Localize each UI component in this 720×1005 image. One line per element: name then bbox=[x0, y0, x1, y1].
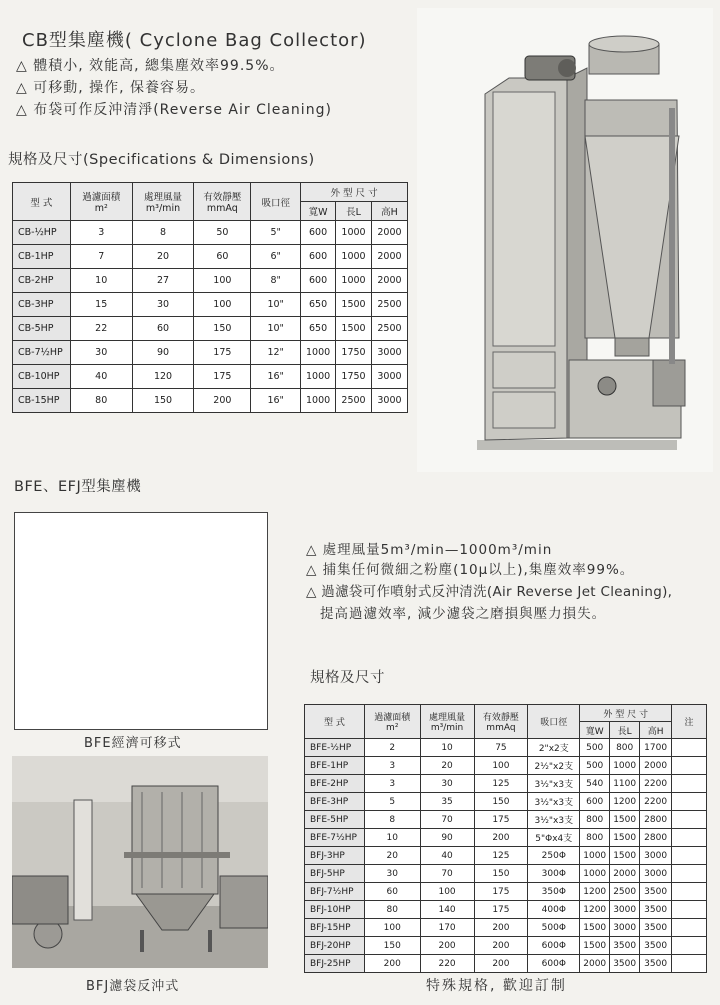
table-cell: 650 bbox=[301, 317, 336, 341]
table-cell: 2000 bbox=[580, 955, 610, 973]
cb-title: CB型集塵機( Cyclone Bag Collector) bbox=[22, 30, 367, 51]
table-cell: 150 bbox=[194, 317, 251, 341]
table-cell: 600 bbox=[301, 245, 336, 269]
table-cell: 100 bbox=[364, 919, 420, 937]
table-row bbox=[305, 919, 707, 937]
table-row bbox=[13, 245, 408, 269]
table-cell: 3500 bbox=[610, 937, 640, 955]
table-cell: 15 bbox=[70, 293, 132, 317]
table-cell: 150 bbox=[474, 865, 528, 883]
col-inlet: 吸口徑 bbox=[251, 183, 301, 221]
bfe-title: BFE、EFJ型集塵機 bbox=[14, 479, 142, 495]
table-cell: 125 bbox=[474, 847, 528, 865]
table-cell: 16" bbox=[251, 365, 301, 389]
table-cell: BFJ-15HP bbox=[305, 919, 365, 937]
table-cell: 40 bbox=[420, 847, 474, 865]
table-cell: 3000 bbox=[371, 365, 407, 389]
table-cell: 1200 bbox=[580, 901, 610, 919]
table-cell: 3000 bbox=[610, 919, 640, 937]
table-cell: 10 bbox=[70, 269, 132, 293]
table-cell: 60 bbox=[132, 317, 194, 341]
table-cell: 2800 bbox=[640, 829, 672, 847]
table-cell: 250Φ bbox=[528, 847, 580, 865]
table-cell: 1500 bbox=[336, 317, 372, 341]
table-cell: 3½"x3支 bbox=[528, 775, 580, 793]
table-cell: 20 bbox=[364, 847, 420, 865]
table-cell: 150 bbox=[364, 937, 420, 955]
note-cell bbox=[672, 865, 707, 883]
table-cell: 5 bbox=[364, 793, 420, 811]
note-cell bbox=[672, 955, 707, 973]
table-cell: CB-2HP bbox=[13, 269, 71, 293]
note-cell bbox=[672, 829, 707, 847]
table-cell: 2000 bbox=[371, 221, 407, 245]
col-filter-area: 過濾面積 m² bbox=[70, 183, 132, 221]
table-cell: 175 bbox=[194, 341, 251, 365]
table-cell: 1000 bbox=[580, 847, 610, 865]
note-cell bbox=[672, 757, 707, 775]
table-cell: 3000 bbox=[640, 847, 672, 865]
table-cell: CB-½HP bbox=[13, 221, 71, 245]
table-cell: 2000 bbox=[640, 757, 672, 775]
table-cell: BFJ-20HP bbox=[305, 937, 365, 955]
bfe-bullet-4: 提高過濾效率, 減少濾袋之磨損與壓力損失。 bbox=[320, 606, 607, 622]
note-cell bbox=[672, 793, 707, 811]
table-cell: 3½"x3支 bbox=[528, 811, 580, 829]
table-cell: 3 bbox=[364, 757, 420, 775]
table-cell: 150 bbox=[474, 793, 528, 811]
cb-collector-photo bbox=[417, 8, 713, 472]
note-cell bbox=[672, 847, 707, 865]
table-cell: 500 bbox=[580, 739, 610, 757]
col-height: 高H bbox=[371, 202, 407, 221]
table-row bbox=[13, 317, 408, 341]
table-cell: 35 bbox=[420, 793, 474, 811]
table-cell: 1000 bbox=[336, 221, 372, 245]
table-cell: 175 bbox=[474, 901, 528, 919]
table-row bbox=[305, 829, 707, 847]
table-cell: BFJ-25HP bbox=[305, 955, 365, 973]
table-cell: 70 bbox=[420, 811, 474, 829]
table-cell: 125 bbox=[474, 775, 528, 793]
table-cell: 650 bbox=[301, 293, 336, 317]
table-row bbox=[305, 847, 707, 865]
table-cell: 2 bbox=[364, 739, 420, 757]
table-cell: 30 bbox=[132, 293, 194, 317]
table-cell: CB-15HP bbox=[13, 389, 71, 413]
table-row bbox=[305, 865, 707, 883]
table-cell: 1750 bbox=[336, 365, 372, 389]
table-row bbox=[305, 739, 707, 757]
bfe-bullet-1: △ 處理風量5m³/min—1000m³/min bbox=[306, 542, 553, 558]
note-cell bbox=[672, 883, 707, 901]
table-cell: 3000 bbox=[371, 341, 407, 365]
table-cell: 8" bbox=[251, 269, 301, 293]
table-cell: 3000 bbox=[610, 901, 640, 919]
col-note: 注 bbox=[672, 705, 707, 739]
col-length: 長L bbox=[610, 722, 640, 739]
table-cell: 220 bbox=[420, 955, 474, 973]
table-cell: 1500 bbox=[610, 829, 640, 847]
table-cell: 600 bbox=[580, 793, 610, 811]
cb-bullet-3: △ 布袋可作反沖清淨(Reverse Air Cleaning) bbox=[16, 102, 332, 118]
table-row bbox=[13, 269, 408, 293]
table-cell: CB-3HP bbox=[13, 293, 71, 317]
table-cell: 1100 bbox=[610, 775, 640, 793]
table-cell: BFJ-5HP bbox=[305, 865, 365, 883]
table-row bbox=[13, 221, 408, 245]
table-cell: 70 bbox=[420, 865, 474, 883]
table-cell: 200 bbox=[474, 919, 528, 937]
table-row bbox=[305, 757, 707, 775]
table-cell: 3500 bbox=[640, 883, 672, 901]
bfe-spec-title: 規格及尺寸 bbox=[310, 670, 385, 686]
table-cell: 20 bbox=[132, 245, 194, 269]
table-cell: 1750 bbox=[336, 341, 372, 365]
table-row bbox=[305, 955, 707, 973]
note-cell bbox=[672, 901, 707, 919]
table-cell: 1200 bbox=[580, 883, 610, 901]
table-cell: 600 bbox=[301, 269, 336, 293]
table-cell: 200 bbox=[420, 937, 474, 955]
table-cell: BFE-2HP bbox=[305, 775, 365, 793]
table-cell: 175 bbox=[194, 365, 251, 389]
table-row bbox=[13, 389, 408, 413]
table-cell: 200 bbox=[474, 829, 528, 847]
table-cell: 3500 bbox=[640, 901, 672, 919]
table-cell: BFE-1HP bbox=[305, 757, 365, 775]
table-cell: BFJ-3HP bbox=[305, 847, 365, 865]
table-cell: 3 bbox=[70, 221, 132, 245]
table-cell: 60 bbox=[194, 245, 251, 269]
table-cell: 120 bbox=[132, 365, 194, 389]
table-cell: 3500 bbox=[640, 937, 672, 955]
table-cell: 3000 bbox=[640, 865, 672, 883]
table-cell: 100 bbox=[474, 757, 528, 775]
bfe-bullet-2: △ 捕集任何微細之粉塵(10μ以上),集塵效率99%。 bbox=[306, 562, 635, 578]
note-cell bbox=[672, 937, 707, 955]
table-cell: 3500 bbox=[610, 955, 640, 973]
table-cell: 1000 bbox=[580, 865, 610, 883]
table-cell: 1200 bbox=[610, 793, 640, 811]
table-cell: 3500 bbox=[640, 919, 672, 937]
col-model: 型 式 bbox=[13, 183, 71, 221]
table-row bbox=[305, 901, 707, 919]
table-cell: 1500 bbox=[610, 847, 640, 865]
table-cell: 100 bbox=[420, 883, 474, 901]
table-cell: 30 bbox=[364, 865, 420, 883]
table-cell: 1000 bbox=[301, 365, 336, 389]
col-dimensions: 外 型 尺 寸 bbox=[301, 183, 408, 202]
table-cell: 1000 bbox=[336, 245, 372, 269]
table-cell: 1500 bbox=[610, 811, 640, 829]
table-row bbox=[13, 365, 408, 389]
table-row bbox=[305, 937, 707, 955]
table-cell: 90 bbox=[132, 341, 194, 365]
col-height: 高H bbox=[640, 722, 672, 739]
table-cell: 8 bbox=[364, 811, 420, 829]
table-cell: 200 bbox=[474, 955, 528, 973]
table-cell: CB-10HP bbox=[13, 365, 71, 389]
bfj-photo bbox=[12, 756, 268, 968]
table-row bbox=[13, 341, 408, 365]
table-row bbox=[305, 811, 707, 829]
table-row bbox=[305, 793, 707, 811]
note-cell bbox=[672, 775, 707, 793]
table-cell: 7 bbox=[70, 245, 132, 269]
table-cell: 2000 bbox=[371, 245, 407, 269]
table-cell: BFE-5HP bbox=[305, 811, 365, 829]
table-cell: 12" bbox=[251, 341, 301, 365]
col-static-pressure: 有效靜壓 mmAq bbox=[474, 705, 528, 739]
table-cell: 10" bbox=[251, 317, 301, 341]
table-cell: 3½"x3支 bbox=[528, 793, 580, 811]
table-cell: CB-5HP bbox=[13, 317, 71, 341]
table-cell: 3500 bbox=[640, 955, 672, 973]
table-cell: BFE-3HP bbox=[305, 793, 365, 811]
table-cell: 2500 bbox=[336, 389, 372, 413]
col-width: 寬W bbox=[301, 202, 336, 221]
table-cell: 100 bbox=[194, 269, 251, 293]
table-cell: 1500 bbox=[580, 937, 610, 955]
table-cell: 50 bbox=[194, 221, 251, 245]
table-cell: 800 bbox=[580, 811, 610, 829]
table-cell: 2500 bbox=[371, 293, 407, 317]
table-cell: 400Φ bbox=[528, 901, 580, 919]
col-inlet: 吸口徑 bbox=[528, 705, 580, 739]
table-cell: 1500 bbox=[336, 293, 372, 317]
table-cell: 3 bbox=[364, 775, 420, 793]
table-cell: 540 bbox=[580, 775, 610, 793]
table-cell: 1000 bbox=[336, 269, 372, 293]
table-cell: 600Φ bbox=[528, 955, 580, 973]
table-cell: 30 bbox=[70, 341, 132, 365]
custom-order-footer: 特殊規格, 歡迎訂制 bbox=[426, 978, 567, 994]
table-cell: 300Φ bbox=[528, 865, 580, 883]
table-cell: 2½"x2支 bbox=[528, 757, 580, 775]
table-cell: 1000 bbox=[301, 389, 336, 413]
table-cell: BFJ-7½HP bbox=[305, 883, 365, 901]
table-cell: 30 bbox=[420, 775, 474, 793]
table-cell: 10" bbox=[251, 293, 301, 317]
table-cell: 1000 bbox=[301, 341, 336, 365]
cb-spec-title: 規格及尺寸(Specifications & Dimensions) bbox=[8, 152, 315, 168]
table-cell: 175 bbox=[474, 883, 528, 901]
table-cell: 1000 bbox=[610, 757, 640, 775]
table-cell: 80 bbox=[364, 901, 420, 919]
table-cell: 350Φ bbox=[528, 883, 580, 901]
table-cell: 170 bbox=[420, 919, 474, 937]
col-static-pressure: 有效靜壓 mmAq bbox=[194, 183, 251, 221]
table-cell: 2800 bbox=[640, 811, 672, 829]
table-cell: 200 bbox=[194, 389, 251, 413]
bfj-caption: BFJ濾袋反沖式 bbox=[86, 979, 180, 994]
table-cell: 800 bbox=[580, 829, 610, 847]
table-cell: BFJ-10HP bbox=[305, 901, 365, 919]
table-cell: 8 bbox=[132, 221, 194, 245]
table-cell: 27 bbox=[132, 269, 194, 293]
col-width: 寬W bbox=[580, 722, 610, 739]
table-cell: 2500 bbox=[610, 883, 640, 901]
table-cell: CB-7½HP bbox=[13, 341, 71, 365]
table-cell: 600 bbox=[301, 221, 336, 245]
table-cell: BFE-½HP bbox=[305, 739, 365, 757]
bfe-photo-frame bbox=[14, 512, 268, 730]
table-cell: 5" bbox=[251, 221, 301, 245]
col-model: 型 式 bbox=[305, 705, 365, 739]
col-filter-area: 過濾面積 m² bbox=[364, 705, 420, 739]
cyclone-collector-illustration bbox=[417, 8, 713, 472]
table-cell: 22 bbox=[70, 317, 132, 341]
cb-spec-table bbox=[12, 182, 408, 413]
table-cell: 175 bbox=[474, 811, 528, 829]
table-cell: 40 bbox=[70, 365, 132, 389]
table-cell: 60 bbox=[364, 883, 420, 901]
table-cell: 200 bbox=[364, 955, 420, 973]
table-row bbox=[13, 293, 408, 317]
table-cell: 800 bbox=[610, 739, 640, 757]
note-cell bbox=[672, 919, 707, 937]
bfe-caption: BFE經濟可移式 bbox=[84, 736, 182, 751]
table-cell: BFE-7½HP bbox=[305, 829, 365, 847]
table-cell: 150 bbox=[132, 389, 194, 413]
table-cell: 20 bbox=[420, 757, 474, 775]
table-cell: 3000 bbox=[371, 389, 407, 413]
table-cell: 80 bbox=[70, 389, 132, 413]
table-cell: 75 bbox=[474, 739, 528, 757]
table-cell: 200 bbox=[474, 937, 528, 955]
table-cell: CB-1HP bbox=[13, 245, 71, 269]
table-cell: 2200 bbox=[640, 793, 672, 811]
table-cell: 1700 bbox=[640, 739, 672, 757]
note-cell bbox=[672, 811, 707, 829]
table-row bbox=[305, 883, 707, 901]
cb-bullet-1: △ 體積小, 效能高, 總集塵效率99.5%。 bbox=[16, 58, 285, 74]
table-cell: 1500 bbox=[580, 919, 610, 937]
note-cell bbox=[672, 739, 707, 757]
bfe-bullet-3: △ 過濾袋可作噴射式反沖清洗(Air Reverse Jet Cleaning), bbox=[306, 584, 673, 600]
table-cell: 2000 bbox=[610, 865, 640, 883]
col-air-flow: 處理風量 m³/min bbox=[132, 183, 194, 221]
col-air-flow: 處理風量 m³/min bbox=[420, 705, 474, 739]
col-dimensions: 外 型 尺 寸 bbox=[580, 705, 672, 722]
table-cell: 6" bbox=[251, 245, 301, 269]
table-cell: 10 bbox=[420, 739, 474, 757]
table-cell: 16" bbox=[251, 389, 301, 413]
table-cell: 2000 bbox=[371, 269, 407, 293]
table-cell: 500Φ bbox=[528, 919, 580, 937]
table-cell: 10 bbox=[364, 829, 420, 847]
table-cell: 5"Φx4支 bbox=[528, 829, 580, 847]
table-cell: 600Φ bbox=[528, 937, 580, 955]
table-cell: 2500 bbox=[371, 317, 407, 341]
table-cell: 90 bbox=[420, 829, 474, 847]
table-cell: 2200 bbox=[640, 775, 672, 793]
table-cell: 140 bbox=[420, 901, 474, 919]
table-cell: 2"x2支 bbox=[528, 739, 580, 757]
cb-bullet-2: △ 可移動, 操作, 保養容易。 bbox=[16, 80, 206, 96]
bfj-installation-illustration bbox=[12, 756, 268, 968]
table-cell: 100 bbox=[194, 293, 251, 317]
table-row bbox=[305, 775, 707, 793]
col-length: 長L bbox=[336, 202, 372, 221]
table-cell: 500 bbox=[580, 757, 610, 775]
bfe-spec-table bbox=[304, 704, 707, 973]
